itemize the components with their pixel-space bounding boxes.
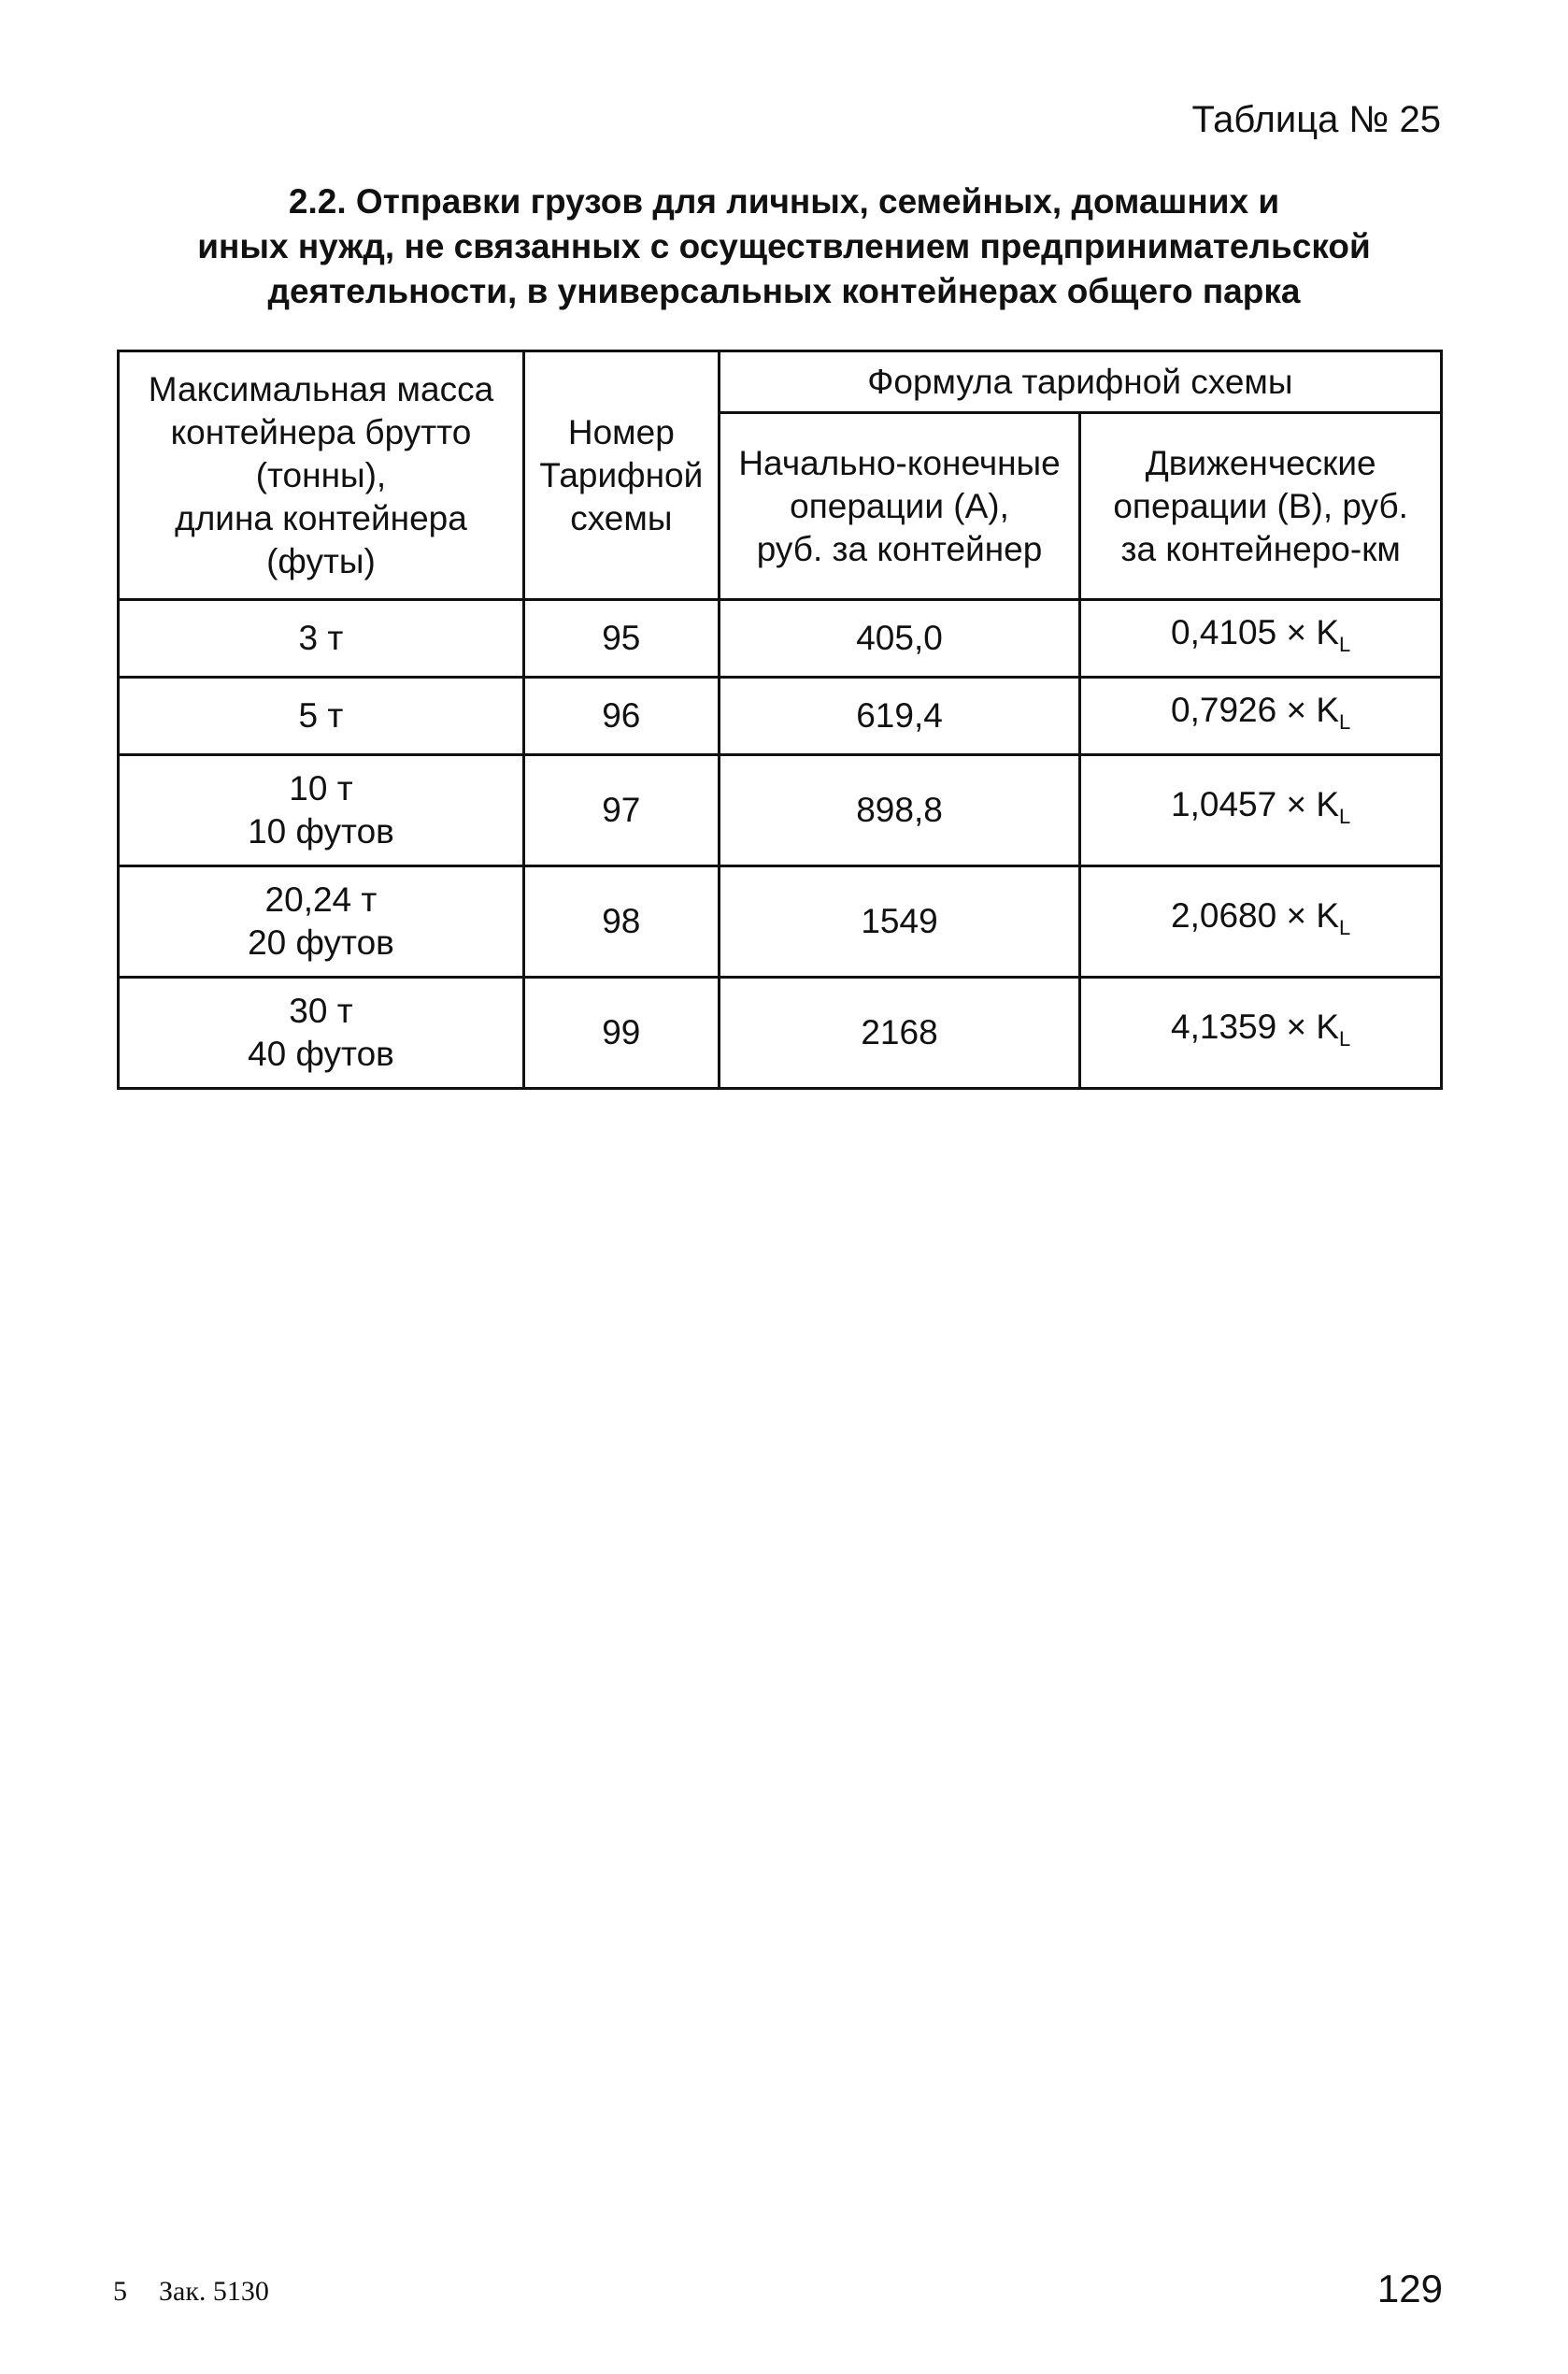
cell-operations-b — [1080, 755, 1442, 866]
header-line: за контейнеро-км — [1120, 529, 1401, 568]
header-line: Движенческие — [1145, 443, 1376, 482]
mass-line: 30 т — [289, 992, 353, 1030]
cell-scheme: 96 — [523, 678, 719, 755]
kl-symbol: K — [1316, 690, 1340, 729]
header-operations-a — [719, 413, 1080, 600]
cell-operations-a: 405,0 — [719, 600, 1080, 678]
page-number: 129 — [1376, 2267, 1443, 2310]
print-signature — [113, 2275, 269, 2309]
cell-mass — [119, 978, 524, 1089]
mass-line: 5 т — [298, 696, 344, 735]
cell-mass — [119, 678, 524, 755]
cell-operations-b — [1080, 678, 1442, 755]
table-row — [119, 978, 1442, 1089]
cell-operations-a: 619,4 — [719, 678, 1080, 755]
header-line: операции (А), — [790, 486, 1009, 525]
header-line: Номер — [567, 412, 675, 451]
kl-subscript: L — [1339, 915, 1351, 939]
header-scheme-number — [523, 351, 719, 600]
cell-operations-a: 898,8 — [719, 755, 1080, 866]
header-line: руб. за контейнер — [756, 529, 1043, 568]
mass-line: 20 футов — [248, 923, 394, 962]
table-row — [119, 678, 1442, 755]
cell-scheme: 98 — [523, 866, 719, 978]
tariff-table — [117, 350, 1443, 1090]
header-line: операции (В), руб. — [1113, 486, 1408, 525]
kl-symbol: K — [1316, 612, 1340, 651]
kl-subscript: L — [1339, 632, 1351, 656]
coefficient: 0,7926 × — [1171, 690, 1307, 729]
kl-subscript: L — [1339, 1026, 1351, 1051]
cell-operations-a: 2168 — [719, 978, 1080, 1089]
mass-line: 10 футов — [248, 812, 394, 851]
cell-operations-b — [1080, 600, 1442, 678]
table-heading — [112, 179, 1456, 314]
table-number: Таблица № 25 — [1191, 99, 1441, 140]
header-operations-b — [1080, 413, 1442, 600]
cell-mass — [119, 600, 524, 678]
coefficient: 1,0457 × — [1171, 784, 1307, 823]
header-line: Тарифной — [539, 455, 704, 494]
kl-symbol: K — [1316, 1007, 1340, 1046]
kl-symbol: K — [1316, 784, 1340, 823]
coefficient: 0,4105 × — [1171, 612, 1307, 651]
kl-subscript: L — [1339, 709, 1351, 734]
order-label: Зак. 5130 — [159, 2276, 269, 2307]
kl-symbol: K — [1316, 895, 1340, 935]
coefficient: 4,1359 × — [1171, 1007, 1307, 1046]
mass-line: 10 т — [289, 769, 353, 808]
coefficient: 2,0680 × — [1171, 895, 1307, 935]
kl-subscript: L — [1339, 804, 1351, 828]
signature-number: 5 — [113, 2276, 127, 2307]
cell-scheme: 97 — [523, 755, 719, 866]
heading-line: деятельности, в универсальных контейнерах общего парка — [267, 272, 1301, 310]
header-line: Максимальная масса — [148, 369, 494, 408]
heading-line: иных нужд, не связанных с осуществлением предпринимательской — [197, 227, 1371, 265]
table-row — [119, 755, 1442, 866]
cell-mass — [119, 866, 524, 978]
header-formula: Формула тарифной схемы — [719, 351, 1441, 413]
header-line: схемы — [570, 498, 673, 537]
header-max-mass — [119, 351, 524, 600]
table-row — [119, 866, 1442, 978]
heading-line: 2.2. Отправки грузов для личных, семейных, домашних и — [288, 182, 1280, 221]
cell-operations-b — [1080, 866, 1442, 978]
cell-operations-b — [1080, 978, 1442, 1089]
mass-line: 20,24 т — [264, 880, 378, 919]
cell-scheme: 95 — [523, 600, 719, 678]
cell-scheme: 99 — [523, 978, 719, 1089]
header-line: контейнера брутто — [170, 412, 472, 451]
mass-line: 40 футов — [248, 1035, 394, 1073]
header-line: Начально-конечные — [738, 443, 1061, 482]
header-line: длина контейнера — [175, 498, 467, 537]
header-line: (футы) — [266, 541, 376, 580]
cell-mass — [119, 755, 524, 866]
mass-line: 3 т — [298, 619, 344, 657]
table-row — [119, 600, 1442, 678]
cell-operations-a: 1549 — [719, 866, 1080, 978]
header-line: (тонны), — [255, 455, 387, 494]
